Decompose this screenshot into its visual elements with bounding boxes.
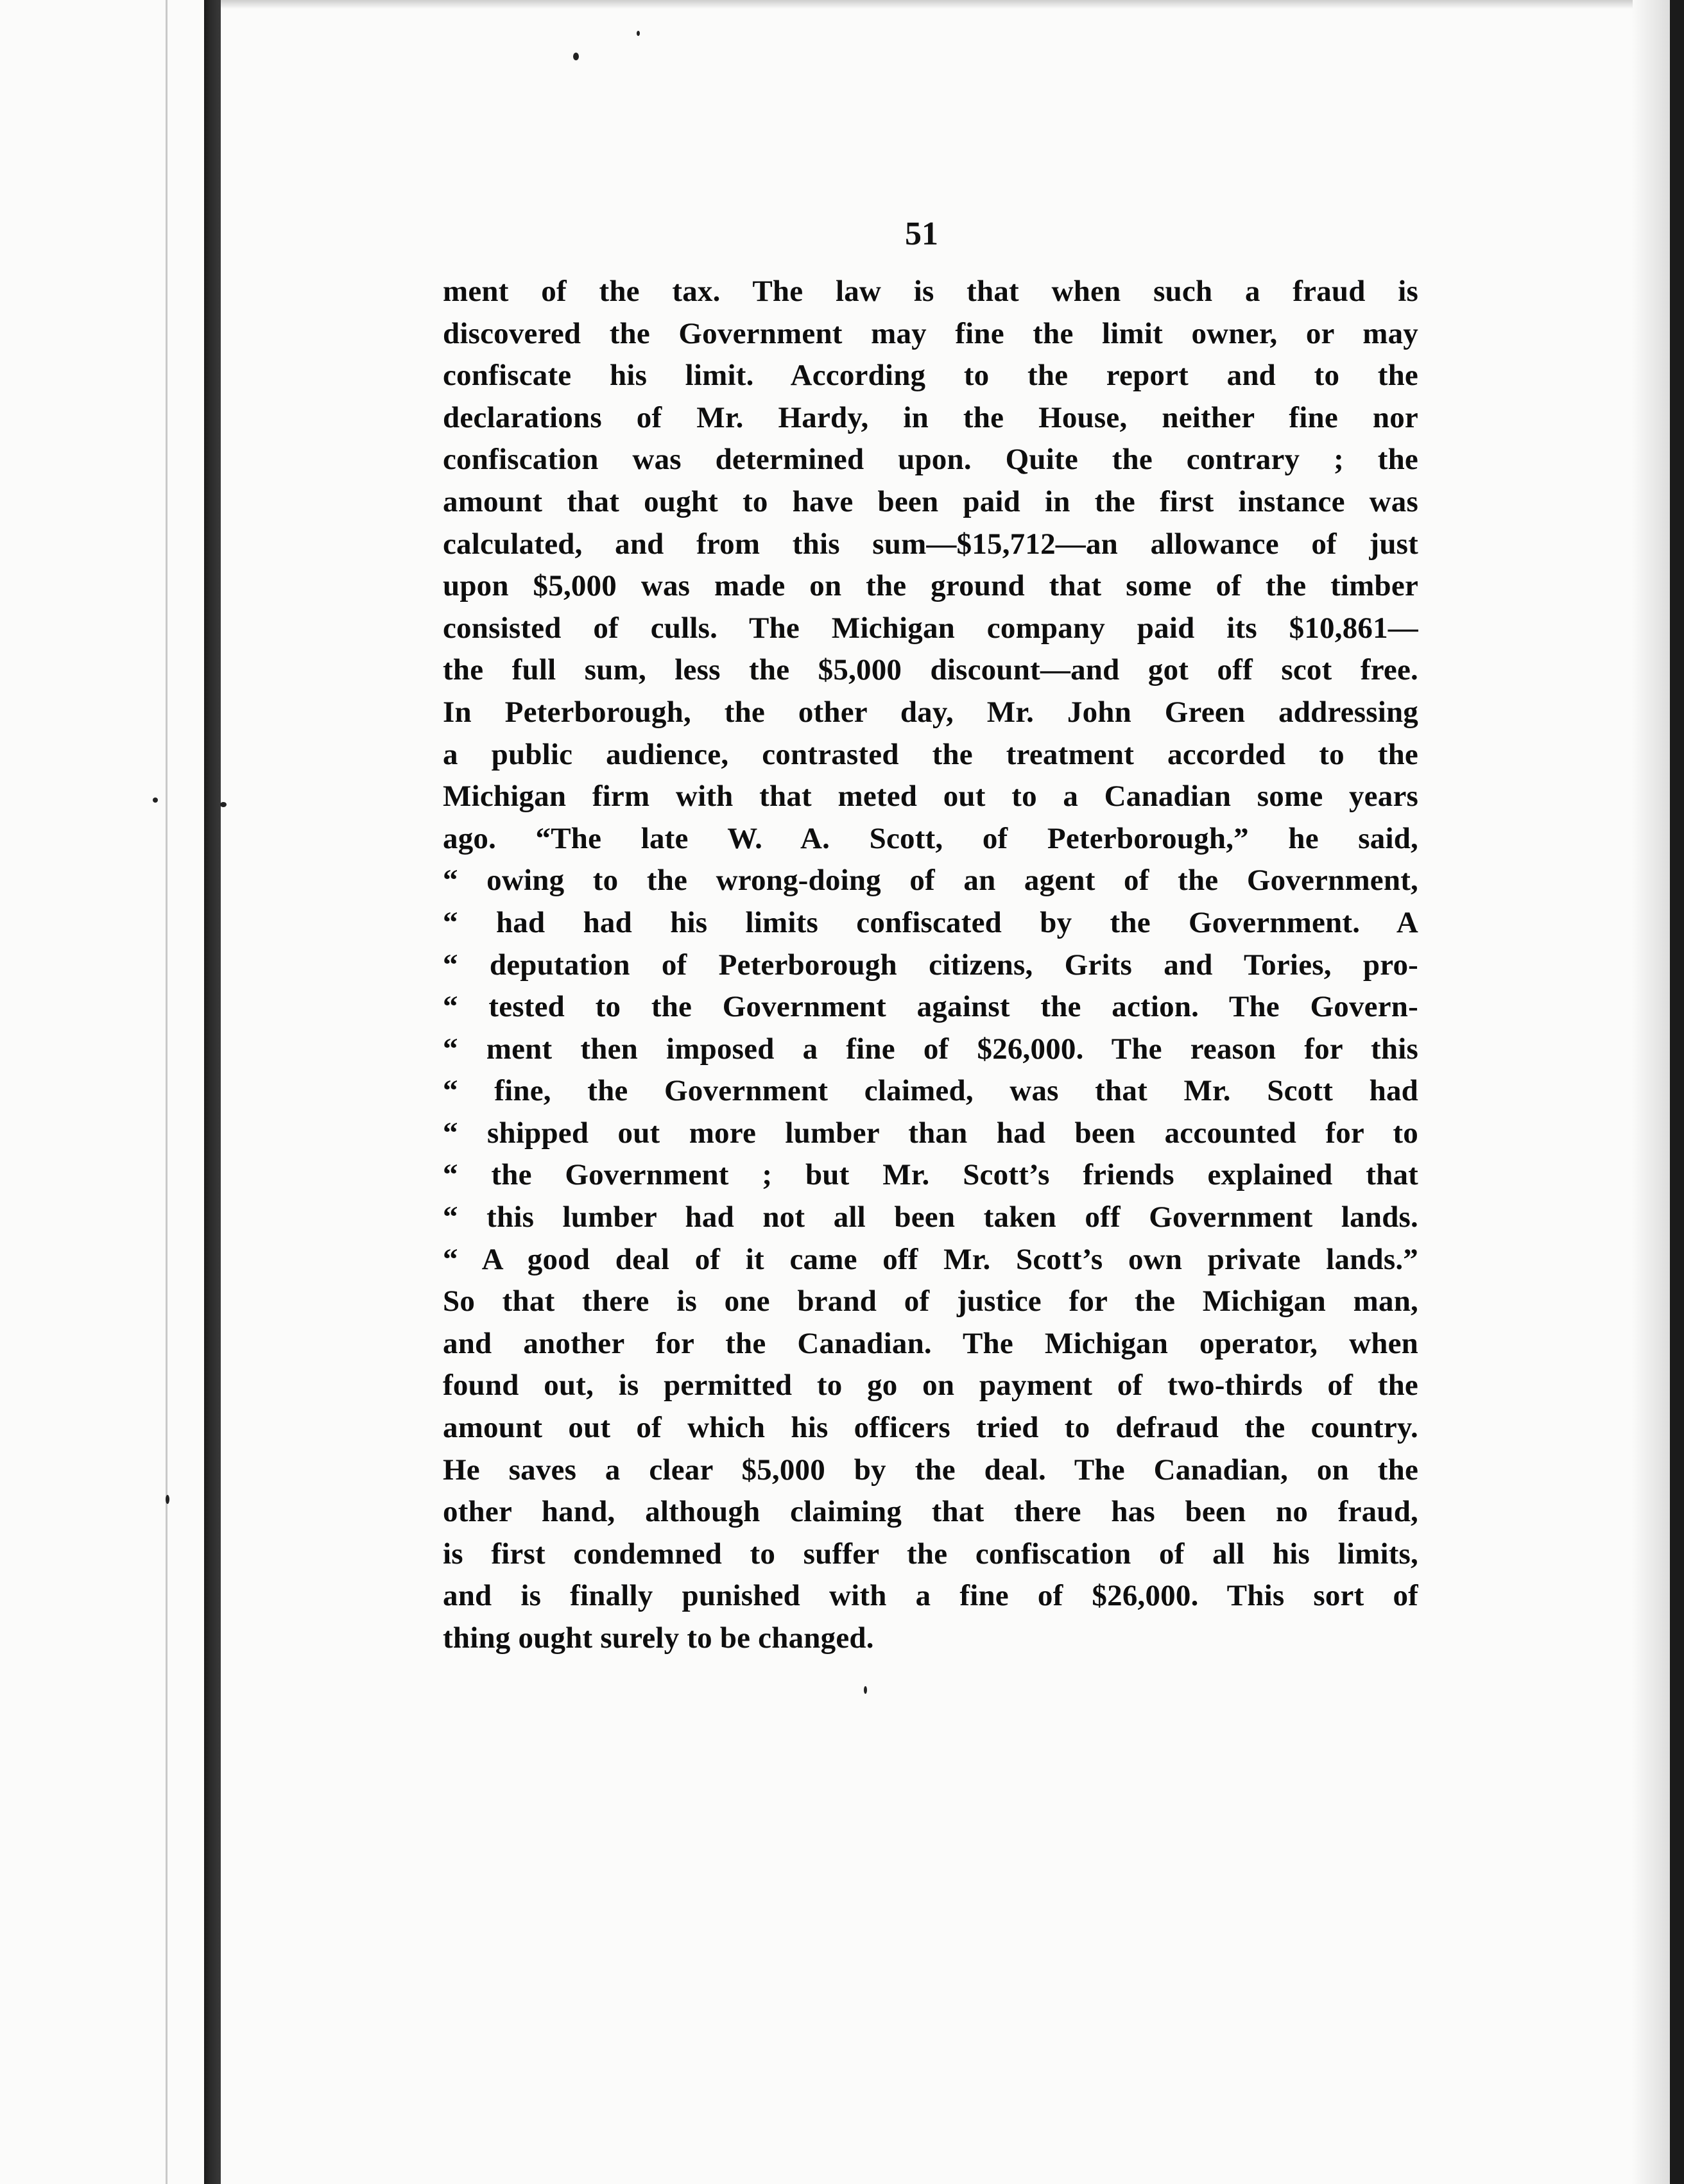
text-line: ment of the tax. The law is that when such a fraud is [443, 275, 1418, 308]
text-line: “ ment then imposed a fine of $26,000. The reason for this [443, 1032, 1418, 1066]
scan-edge-faint [166, 0, 168, 2184]
ink-speck [153, 798, 158, 803]
text-line: “ tested to the Government against the action. The Govern- [443, 990, 1418, 1024]
text-line: “ this lumber had not all been taken off Government lands. [443, 1200, 1418, 1234]
ink-speck [220, 802, 227, 807]
body-paragraph [443, 271, 1418, 1660]
text-line: is first condemned to suffer the confiscation of all his limits, [443, 1537, 1418, 1571]
text-line: “ had had his limits confiscated by the Government. A [443, 905, 1418, 939]
text-line: “ owing to the wrong-doing of an agent of the Government, [443, 864, 1418, 898]
text-line: ago. “The late W. A. Scott, of Peterborough,” he said, [443, 821, 1418, 855]
scan-right-edge [1670, 0, 1684, 2184]
ink-speck [864, 1686, 867, 1694]
scan-top-shadow [221, 0, 1633, 9]
text-line: amount that ought to have been paid in the first instance was [443, 484, 1418, 518]
binding-edge [204, 0, 221, 2184]
text-line: “ deputation of Peterborough citizens, Grits and Tories, pro- [443, 948, 1418, 982]
text-line: amount out of which his officers tried to defraud the country. [443, 1411, 1418, 1445]
text-line: and another for the Canadian. The Michigan operator, when [443, 1326, 1418, 1360]
page-number: 51 [905, 216, 938, 252]
text-line: the full sum, less the $5,000 discount—and got off scot free. [443, 653, 1418, 687]
text-line: calculated, and from this sum—$15,712—an allowance of just [443, 527, 1418, 561]
text-line: discovered the Government may fine the limit owner, or may [443, 316, 1418, 350]
text-line: “ shipped out more lumber than had been accounted for to [443, 1116, 1418, 1150]
text-line: confiscation was determined upon. Quite the contrary ; the [443, 443, 1418, 477]
scan-right-shadow [1631, 0, 1670, 2184]
text-line: He saves a clear $5,000 by the deal. The Canadian, on the [443, 1453, 1418, 1487]
text-line: So that there is one brand of justice for the Michigan man, [443, 1284, 1418, 1318]
ink-speck [166, 1495, 169, 1504]
text-line: found out, is permitted to go on payment of two-thirds of the [443, 1369, 1418, 1403]
ink-speck [637, 31, 640, 36]
text-line: In Peterborough, the other day, Mr. John Green addressing [443, 695, 1418, 729]
text-line: upon $5,000 was made on the ground that some of the timber [443, 569, 1418, 603]
text-line: other hand, although claiming that there has been no fraud, [443, 1495, 1418, 1529]
text-line: a public audience, contrasted the treatment accorded to the [443, 737, 1418, 771]
text-line: and is finally punished with a fine of $26,000. This sort of [443, 1579, 1418, 1613]
text-line: consisted of culls. The Michigan company paid its $10,861— [443, 611, 1418, 645]
text-line: declarations of Mr. Hardy, in the House, neither fine nor [443, 400, 1418, 434]
text-line: “ the Government ; but Mr. Scott’s friends explained that [443, 1158, 1418, 1192]
text-line: “ fine, the Government claimed, was that Mr. Scott had [443, 1074, 1418, 1108]
text-line: confiscate his limit. According to the report and to the [443, 359, 1418, 393]
ink-speck [573, 53, 579, 60]
text-line: Michigan firm with that meted out to a Canadian some years [443, 780, 1418, 814]
text-line: “ A good deal of it came off Mr. Scott’s own private lands.” [443, 1242, 1418, 1276]
text-line: thing ought surely to be changed. [443, 1621, 874, 1655]
